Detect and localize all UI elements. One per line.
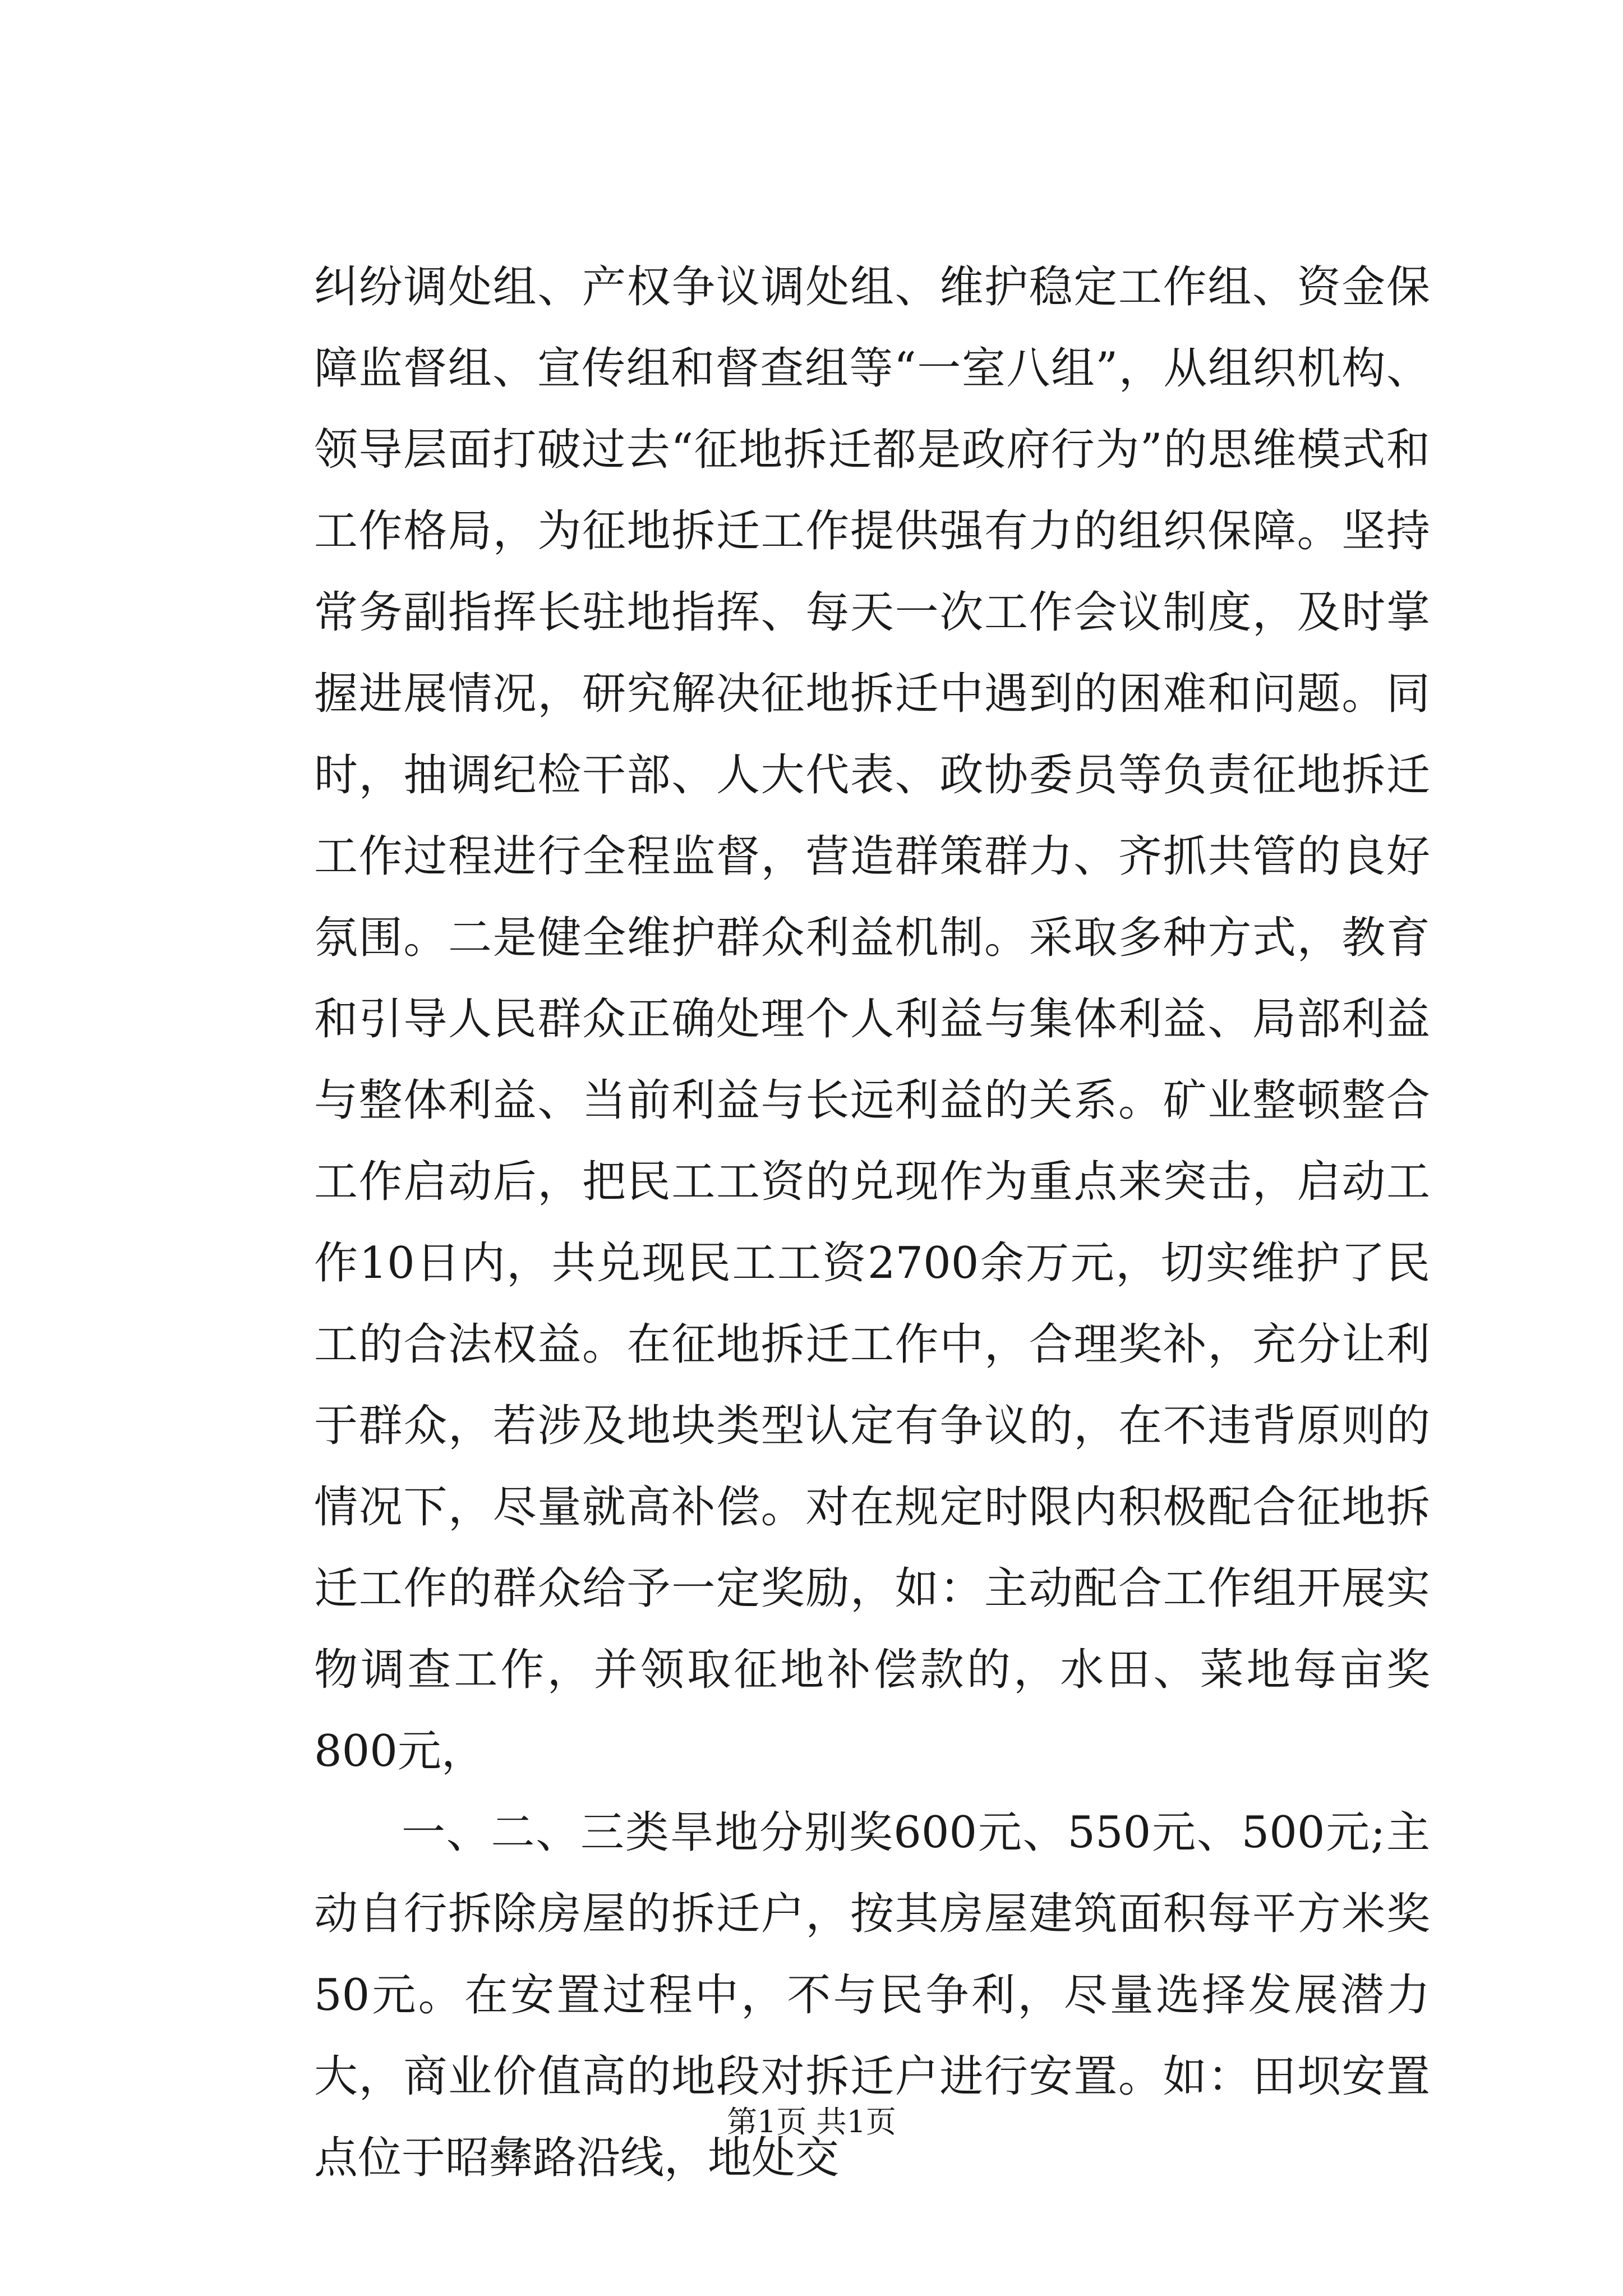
paragraph-1: 纠纷调处组、产权争议调处组、维护稳定工作组、资金保障监督组、宣传组和督查组等“一室八组”，从组织机构、领导层面打破过去“征地拆迁都是政府行为”的思维模式和工作格局，为征地拆迁工作提供强有力的组织保障。坚持常务副指挥长驻地指挥、每天一次工作会议制度，及时掌握进展情况，研究解决征地拆迁中遇到的困难和问题。同时，抽调纪检干部、人大代表、政协委员等负责征地拆迁工作过程进行全程监督，营造群策群力、齐抓共管的良好氛围。二是健全维护群众利益机制。采取多种方式，教育和引导人民群众正确处理个人利益与集体利益、局部利益与整体利益、当前利益与长远利益的关系。矿业整顿整合工作启动后，把民工工资的兑现作为重点来突击，启动工作10日内，共兑现民工工资2700余万元，切实维护了民工的合法权益。在征地拆迁工作中，合理奖补，充分让利于群众，若涉及地块类型认定有争议的，在不违背原则的情况下，尽量就高补偿。对在规定时限内积极配合征地拆迁工作的群众给予一定奖励，如：主动配合工作组开展实物调查工作，并领取征地补偿款的，水田、菜地每亩奖800元， — [314, 262, 1430, 1777]
page-footer — [0, 2098, 1623, 2141]
document-body — [314, 247, 1430, 2199]
paragraph-2: 一、二、三类旱地分别奖600元、550元、500元;主动自行拆除房屋的拆迁户，按其房屋建筑面积每平方米奖50元。在安置过程中，不与民争利，尽量选择发展潜力大，商业价值高的地段对拆迁户进行安置。如：田坝安置点位于昭彝路沿线，地处交 — [314, 1807, 1430, 2183]
page-number-label: 第1页 共1页 — [727, 2104, 896, 2139]
